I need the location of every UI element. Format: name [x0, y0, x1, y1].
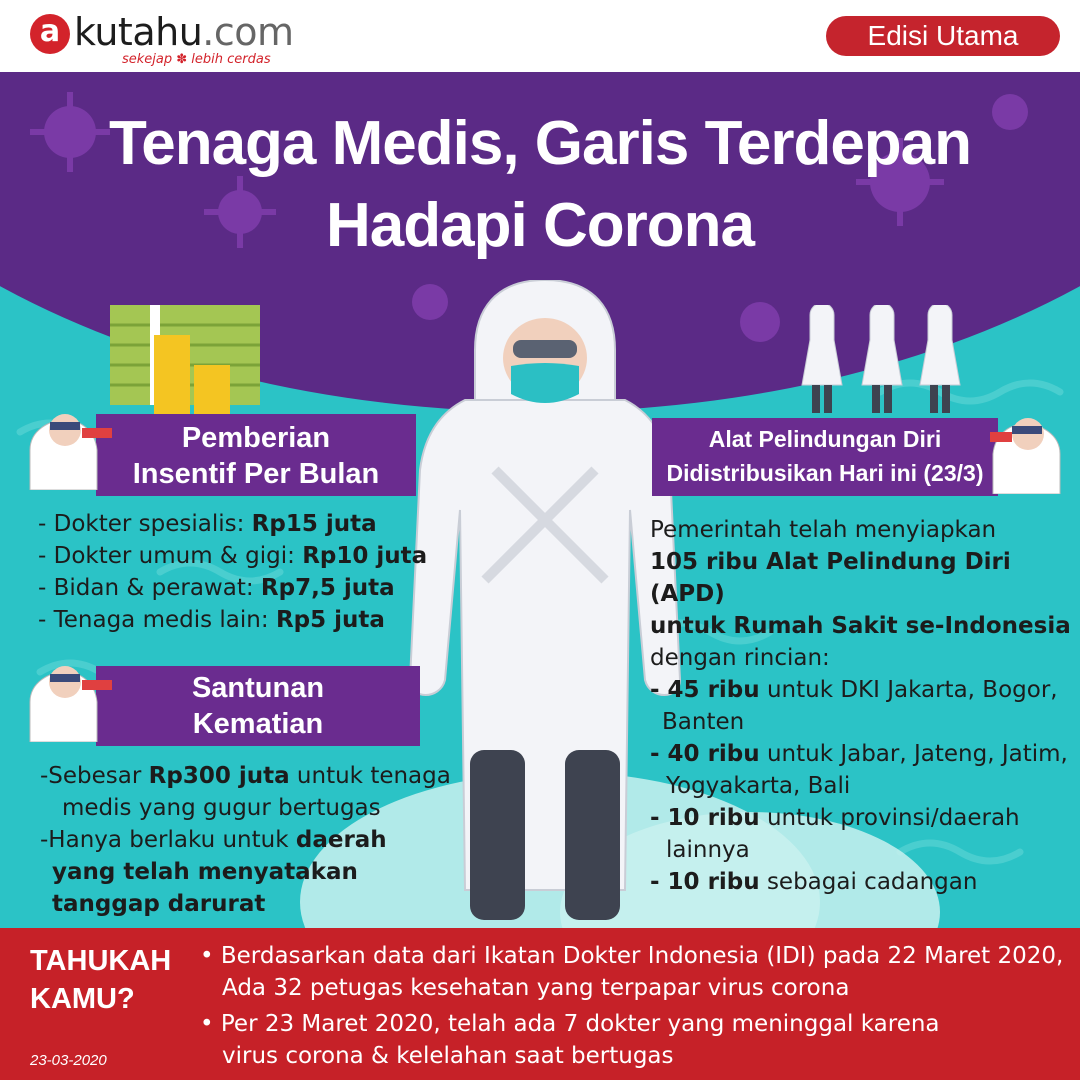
list-item-continuation: yang telah menyatakan — [52, 859, 358, 885]
incentive-heading: Pemberian — [181, 422, 331, 454]
page-title-line2: Hadapi Corona — [326, 191, 754, 260]
list-item-continuation: tanggap darurat — [52, 891, 266, 917]
incentive-list — [38, 508, 448, 636]
hazmat-worker-icon — [790, 305, 970, 415]
page-title: Tenaga Medis, Garis Terdepan — [108, 109, 972, 178]
incentive-banner — [96, 414, 416, 496]
logo-tagline: sekejap ✽ lebih cerdas — [122, 52, 271, 67]
logo-domain: .com — [202, 10, 294, 54]
apd-list — [650, 514, 1075, 898]
compensation-heading: Santunan — [191, 672, 325, 704]
apd-banner — [652, 418, 998, 496]
apd-highlight: untuk Rumah Sakit se-Indonesia — [650, 613, 1071, 639]
apd-after: dengan rincian: — [650, 645, 830, 671]
list-item: - Bidan & perawat: Rp7,5 juta — [38, 575, 395, 601]
list-item: -Hanya berlaku untuk daerah — [40, 827, 387, 853]
thermometer-gun-icon — [20, 400, 116, 490]
list-item: - 40 ribu untuk Jabar, Jateng, Jatim, — [650, 741, 1068, 767]
apd-intro: Pemerintah telah menyiapkan — [650, 517, 997, 543]
compensation-list — [40, 760, 480, 920]
edition-badge: Edisi Utama — [826, 16, 1060, 56]
incentive-subheading: Insentif Per Bulan — [132, 458, 380, 490]
logo-wordmark — [74, 10, 294, 54]
list-item-continuation: Yogyakarta, Bali — [666, 773, 851, 799]
compensation-banner — [96, 666, 420, 746]
footer-did-you-know — [0, 928, 1080, 1080]
did-you-know-label: TAHUKAH KAMU? — [30, 945, 172, 1015]
fact-item: • Berdasarkan data dari Ikatan Dokter Indonesia (IDI) pada 22 Maret 2020, Ada 32 petugas kesehatan yang terpapar virus corona — [200, 943, 1064, 1001]
list-item: -Sebesar Rp300 juta untuk tenaga — [40, 763, 451, 789]
list-item: - Dokter spesialis: Rp15 juta — [38, 511, 377, 537]
logo-name: kutahu — [74, 10, 203, 54]
header — [0, 0, 1080, 72]
apd-heading: Alat Pelindungan Diri — [708, 426, 942, 452]
apd-subheading: Didistribusikan Hari ini (23/3) — [666, 460, 984, 486]
compensation-subheading: Kematian — [192, 708, 324, 740]
list-item: - 10 ribu sebagai cadangan — [650, 869, 978, 895]
fact-item: • Per 23 Maret 2020, telah ada 7 dokter yang meninggal karena virus corona & kelelahan saat bertugas — [200, 1011, 940, 1069]
list-item-continuation: medis yang gugur bertugas — [62, 795, 381, 821]
list-item: - Dokter umum & gigi: Rp10 juta — [38, 543, 428, 569]
thermometer-gun-icon — [990, 404, 1070, 494]
money-stack-icon — [110, 295, 260, 415]
thermometer-gun-icon — [20, 652, 116, 742]
list-item: - 45 ribu untuk DKI Jakarta, Bogor, — [650, 677, 1058, 703]
list-item: - Tenaga medis lain: Rp5 juta — [38, 607, 385, 633]
list-item: - 10 ribu untuk provinsi/daerah — [650, 805, 1020, 831]
list-item-continuation: lainnya — [666, 837, 750, 863]
publish-date: 23-03-2020 — [30, 1052, 107, 1069]
list-item-continuation: Banten — [662, 709, 745, 735]
logo-a-icon: a — [30, 14, 70, 54]
apd-highlight: 105 ribu Alat Pelindung Diri (APD) — [650, 549, 1011, 607]
